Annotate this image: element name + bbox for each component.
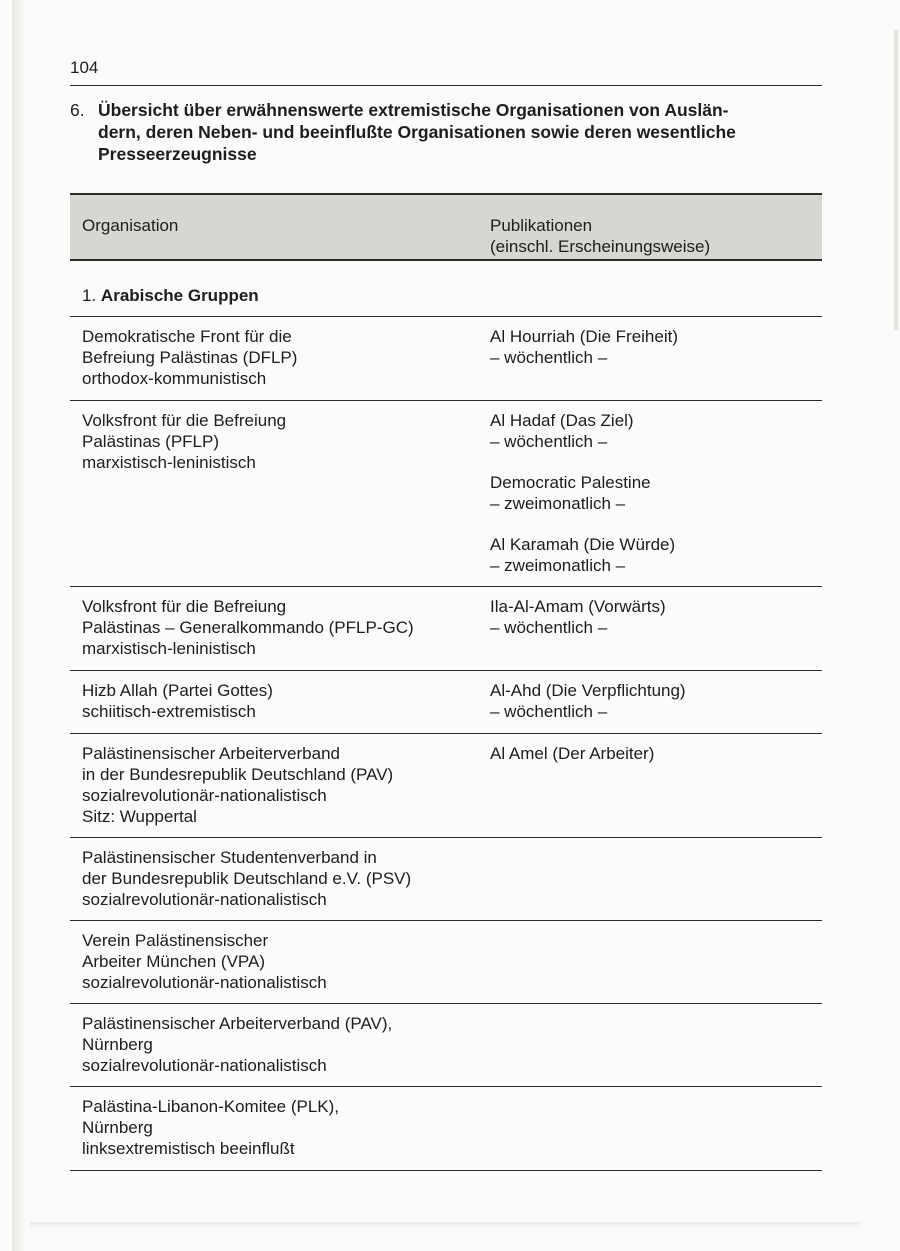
- publication-entry: [490, 472, 810, 514]
- publications-cell: [490, 743, 810, 784]
- publication-entry: [490, 596, 810, 638]
- organisation-line: sozialrevolutionär-nationalistisch: [82, 1056, 327, 1075]
- organisation-line: Befreiung Palästinas (DFLP): [82, 348, 298, 367]
- organisation-cell: [82, 930, 327, 993]
- publication-title: Democratic Palestine: [490, 473, 651, 492]
- heading-line: Übersicht über erwähnenswerte extremistische Organisationen von Auslän-: [98, 100, 729, 120]
- page-bottom-shadow: [30, 1222, 860, 1228]
- publication-frequency: – wöchentlich –: [490, 618, 608, 637]
- header-rule: [70, 85, 822, 86]
- organisation-line: marxistisch-leninistisch: [82, 453, 256, 472]
- row-rule: [70, 1086, 822, 1087]
- organisation-line: Palästinas (PFLP): [82, 432, 219, 451]
- organisation-line: der Bundesrepublik Deutschland e.V. (PSV): [82, 869, 412, 888]
- publication-entry: [490, 680, 810, 722]
- header-publications: [490, 215, 810, 257]
- organisation-line: Palästinensischer Arbeiterverband (PAV),: [82, 1014, 393, 1033]
- publication-title: Ila-Al-Amam (Vorwärts): [490, 597, 666, 616]
- organisation-cell: [82, 743, 393, 827]
- header-organisation: Organisation: [82, 216, 179, 235]
- publication-title: Al-Ahd (Die Verpflichtung): [490, 681, 686, 700]
- publication-title: Al Hadaf (Das Ziel): [490, 411, 634, 430]
- publication-entry: [490, 326, 810, 368]
- publication-title: Al Amel (Der Arbeiter): [490, 744, 655, 763]
- organisation-line: sozialrevolutionär-nationalistisch: [82, 786, 327, 805]
- section-heading: [70, 99, 810, 165]
- publications-cell: [490, 596, 810, 658]
- row-rule: [70, 1003, 822, 1004]
- organisation-line: Volksfront für die Befreiung: [82, 597, 287, 616]
- heading-title: [98, 99, 810, 165]
- heading-line: Presseerzeugnisse: [98, 144, 257, 164]
- organisation-line: orthodox-kommunistisch: [82, 369, 267, 388]
- organisation-cell: [82, 410, 286, 473]
- group-heading: [82, 286, 259, 306]
- organisation-cell: [82, 1096, 339, 1159]
- row-rule: [70, 586, 822, 587]
- page-edge-shadow: [12, 0, 26, 1251]
- organisation-line: sozialrevolutionär-nationalistisch: [82, 973, 327, 992]
- organisation-line: Nürnberg: [82, 1035, 153, 1054]
- organisation-cell: [82, 680, 273, 722]
- organisation-cell: [82, 847, 411, 910]
- organisation-line: Arbeiter München (VPA): [82, 952, 265, 971]
- organisation-cell: [82, 596, 414, 659]
- publication-frequency: – wöchentlich –: [490, 432, 608, 451]
- organisation-line: schiitisch-extremistisch: [82, 702, 256, 721]
- publication-entry: [490, 743, 810, 764]
- organisation-line: in der Bundesrepublik Deutschland (PAV): [82, 765, 394, 784]
- publication-frequency: – wöchentlich –: [490, 702, 608, 721]
- table-header: [70, 193, 822, 261]
- organisation-line: Palästinas – Generalkommando (PFLP-GC): [82, 618, 414, 637]
- organisation-cell: [82, 1013, 392, 1076]
- group-title: Arabische Gruppen: [100, 286, 259, 305]
- section-rule: [70, 316, 822, 317]
- publications-cell: [490, 410, 810, 596]
- header-publications-line: Publikationen: [490, 216, 593, 235]
- organisation-line: sozialrevolutionär-nationalistisch: [82, 890, 327, 909]
- organisation-line: Nürnberg: [82, 1118, 153, 1137]
- publication-frequency: – wöchentlich –: [490, 348, 608, 367]
- row-rule: [70, 1170, 822, 1171]
- publication-entry: [490, 410, 810, 452]
- group-number: 1.: [82, 286, 97, 305]
- organisation-line: Palästinensischer Studentenverband in: [82, 848, 377, 867]
- organisation-line: marxistisch-leninistisch: [82, 639, 256, 658]
- row-rule: [70, 670, 822, 671]
- row-rule: [70, 837, 822, 838]
- organisation-cell: [82, 326, 297, 389]
- organisation-line: Palästina-Libanon-Komitee (PLK),: [82, 1097, 340, 1116]
- row-rule: [70, 920, 822, 921]
- row-rule: [70, 733, 822, 734]
- organisation-line: Palästinensischer Arbeiterverband: [82, 744, 340, 763]
- page-number: 104: [70, 58, 99, 77]
- organisation-line: Sitz: Wuppertal: [82, 807, 197, 826]
- scan-margin-mark: [894, 30, 898, 330]
- publications-cell: [490, 326, 810, 388]
- header-publications-line: (einschl. Erscheinungsweise): [490, 237, 711, 256]
- organisation-line: Demokratische Front für die: [82, 327, 292, 346]
- heading-line: dern, deren Neben- und beeinflußte Organisationen sowie deren wesentliche: [98, 122, 736, 142]
- publication-title: Al Hourriah (Die Freiheit): [490, 327, 678, 346]
- publication-frequency: – zweimonatlich –: [490, 556, 626, 575]
- organisation-line: Hizb Allah (Partei Gottes): [82, 681, 273, 700]
- organisation-line: Volksfront für die Befreiung: [82, 411, 287, 430]
- publication-title: Al Karamah (Die Würde): [490, 535, 676, 554]
- publication-entry: [490, 534, 810, 576]
- row-rule: [70, 400, 822, 401]
- heading-number: 6.: [70, 100, 85, 120]
- organisation-line: linksextremistisch beeinflußt: [82, 1139, 295, 1158]
- publication-frequency: – zweimonatlich –: [490, 494, 626, 513]
- organisation-line: Verein Palästinensischer: [82, 931, 269, 950]
